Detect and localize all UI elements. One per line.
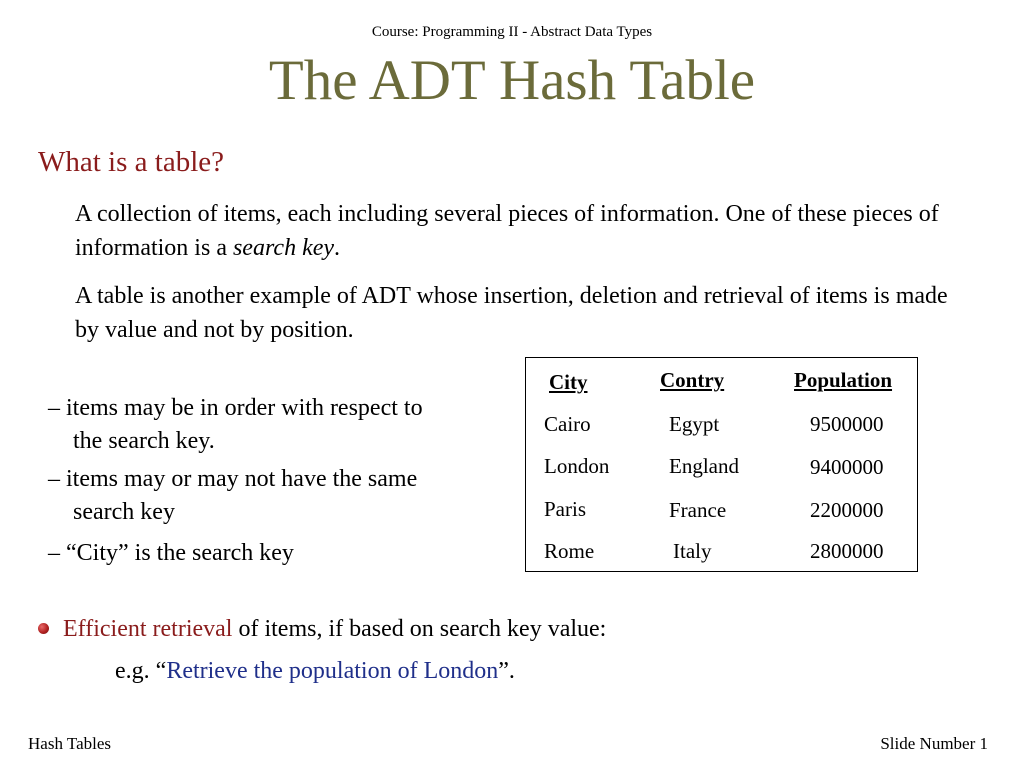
table-cell-city: Cairo — [544, 412, 591, 436]
bullet-line-continued: search key — [73, 499, 175, 525]
table-cell-city: Rome — [544, 539, 595, 563]
table-cell-country: England — [669, 454, 739, 478]
retrieval-highlight: Efficient retrieval — [63, 616, 233, 642]
city-table — [525, 357, 918, 572]
table-cell-city: Paris — [544, 497, 586, 521]
search-key-emphasis: search key — [232, 235, 335, 261]
section-heading: What is a table? — [38, 146, 224, 178]
example-prefix: e.g. “ — [115, 658, 167, 684]
example-suffix: ”. — [498, 658, 515, 684]
red-sphere-bullet-icon — [38, 623, 49, 634]
adt-paragraph: A table is another example of ADT whose insertion, deletion and retrieval of items is made by value and not by position. — [75, 283, 948, 343]
example-line — [115, 658, 515, 685]
example-highlight: Retrieve the population of London — [166, 658, 499, 684]
table-cell-population: 2800000 — [810, 539, 884, 563]
table-cell-city: London — [544, 454, 610, 478]
table-cell-country: France — [669, 498, 727, 522]
slide-number: Slide Number 1 — [880, 734, 988, 753]
bullet-line-continued: the search key. — [73, 428, 215, 454]
table-cell-country: Italy — [673, 539, 712, 563]
definition-text: A collection of items, each including several pieces of information. One of these pieces of information is a — [75, 201, 939, 261]
bullet-item-order — [48, 392, 518, 458]
table-cell-population: 9500000 — [810, 412, 884, 436]
definition-end: . — [334, 235, 341, 261]
bullet-line: – items may or may not have the same — [48, 466, 418, 492]
table-cell-population: 9400000 — [810, 455, 884, 479]
retrieval-bullet — [38, 616, 606, 643]
bullet-line: – items may be in order with respect to — [48, 395, 423, 421]
footer-title: Hash Tables — [28, 734, 112, 753]
retrieval-text: of items, if based on search key value: — [232, 616, 607, 642]
table-cell-country: Egypt — [669, 412, 720, 436]
definition-paragraph — [75, 197, 955, 265]
bullet-item-same-key — [48, 463, 518, 529]
table-header-population: Population — [794, 368, 893, 392]
course-subtitle: Course: Programming II - Abstract Data Types — [371, 24, 653, 40]
table-cell-population: 2200000 — [810, 498, 884, 522]
slide-title: The ADT Hash Table — [268, 49, 756, 112]
bullet-item-city-key — [48, 537, 518, 570]
table-header-country: Contry — [660, 368, 725, 392]
table-header-city: City — [549, 370, 588, 394]
bullet-line: – “City” is the search key — [48, 540, 294, 566]
